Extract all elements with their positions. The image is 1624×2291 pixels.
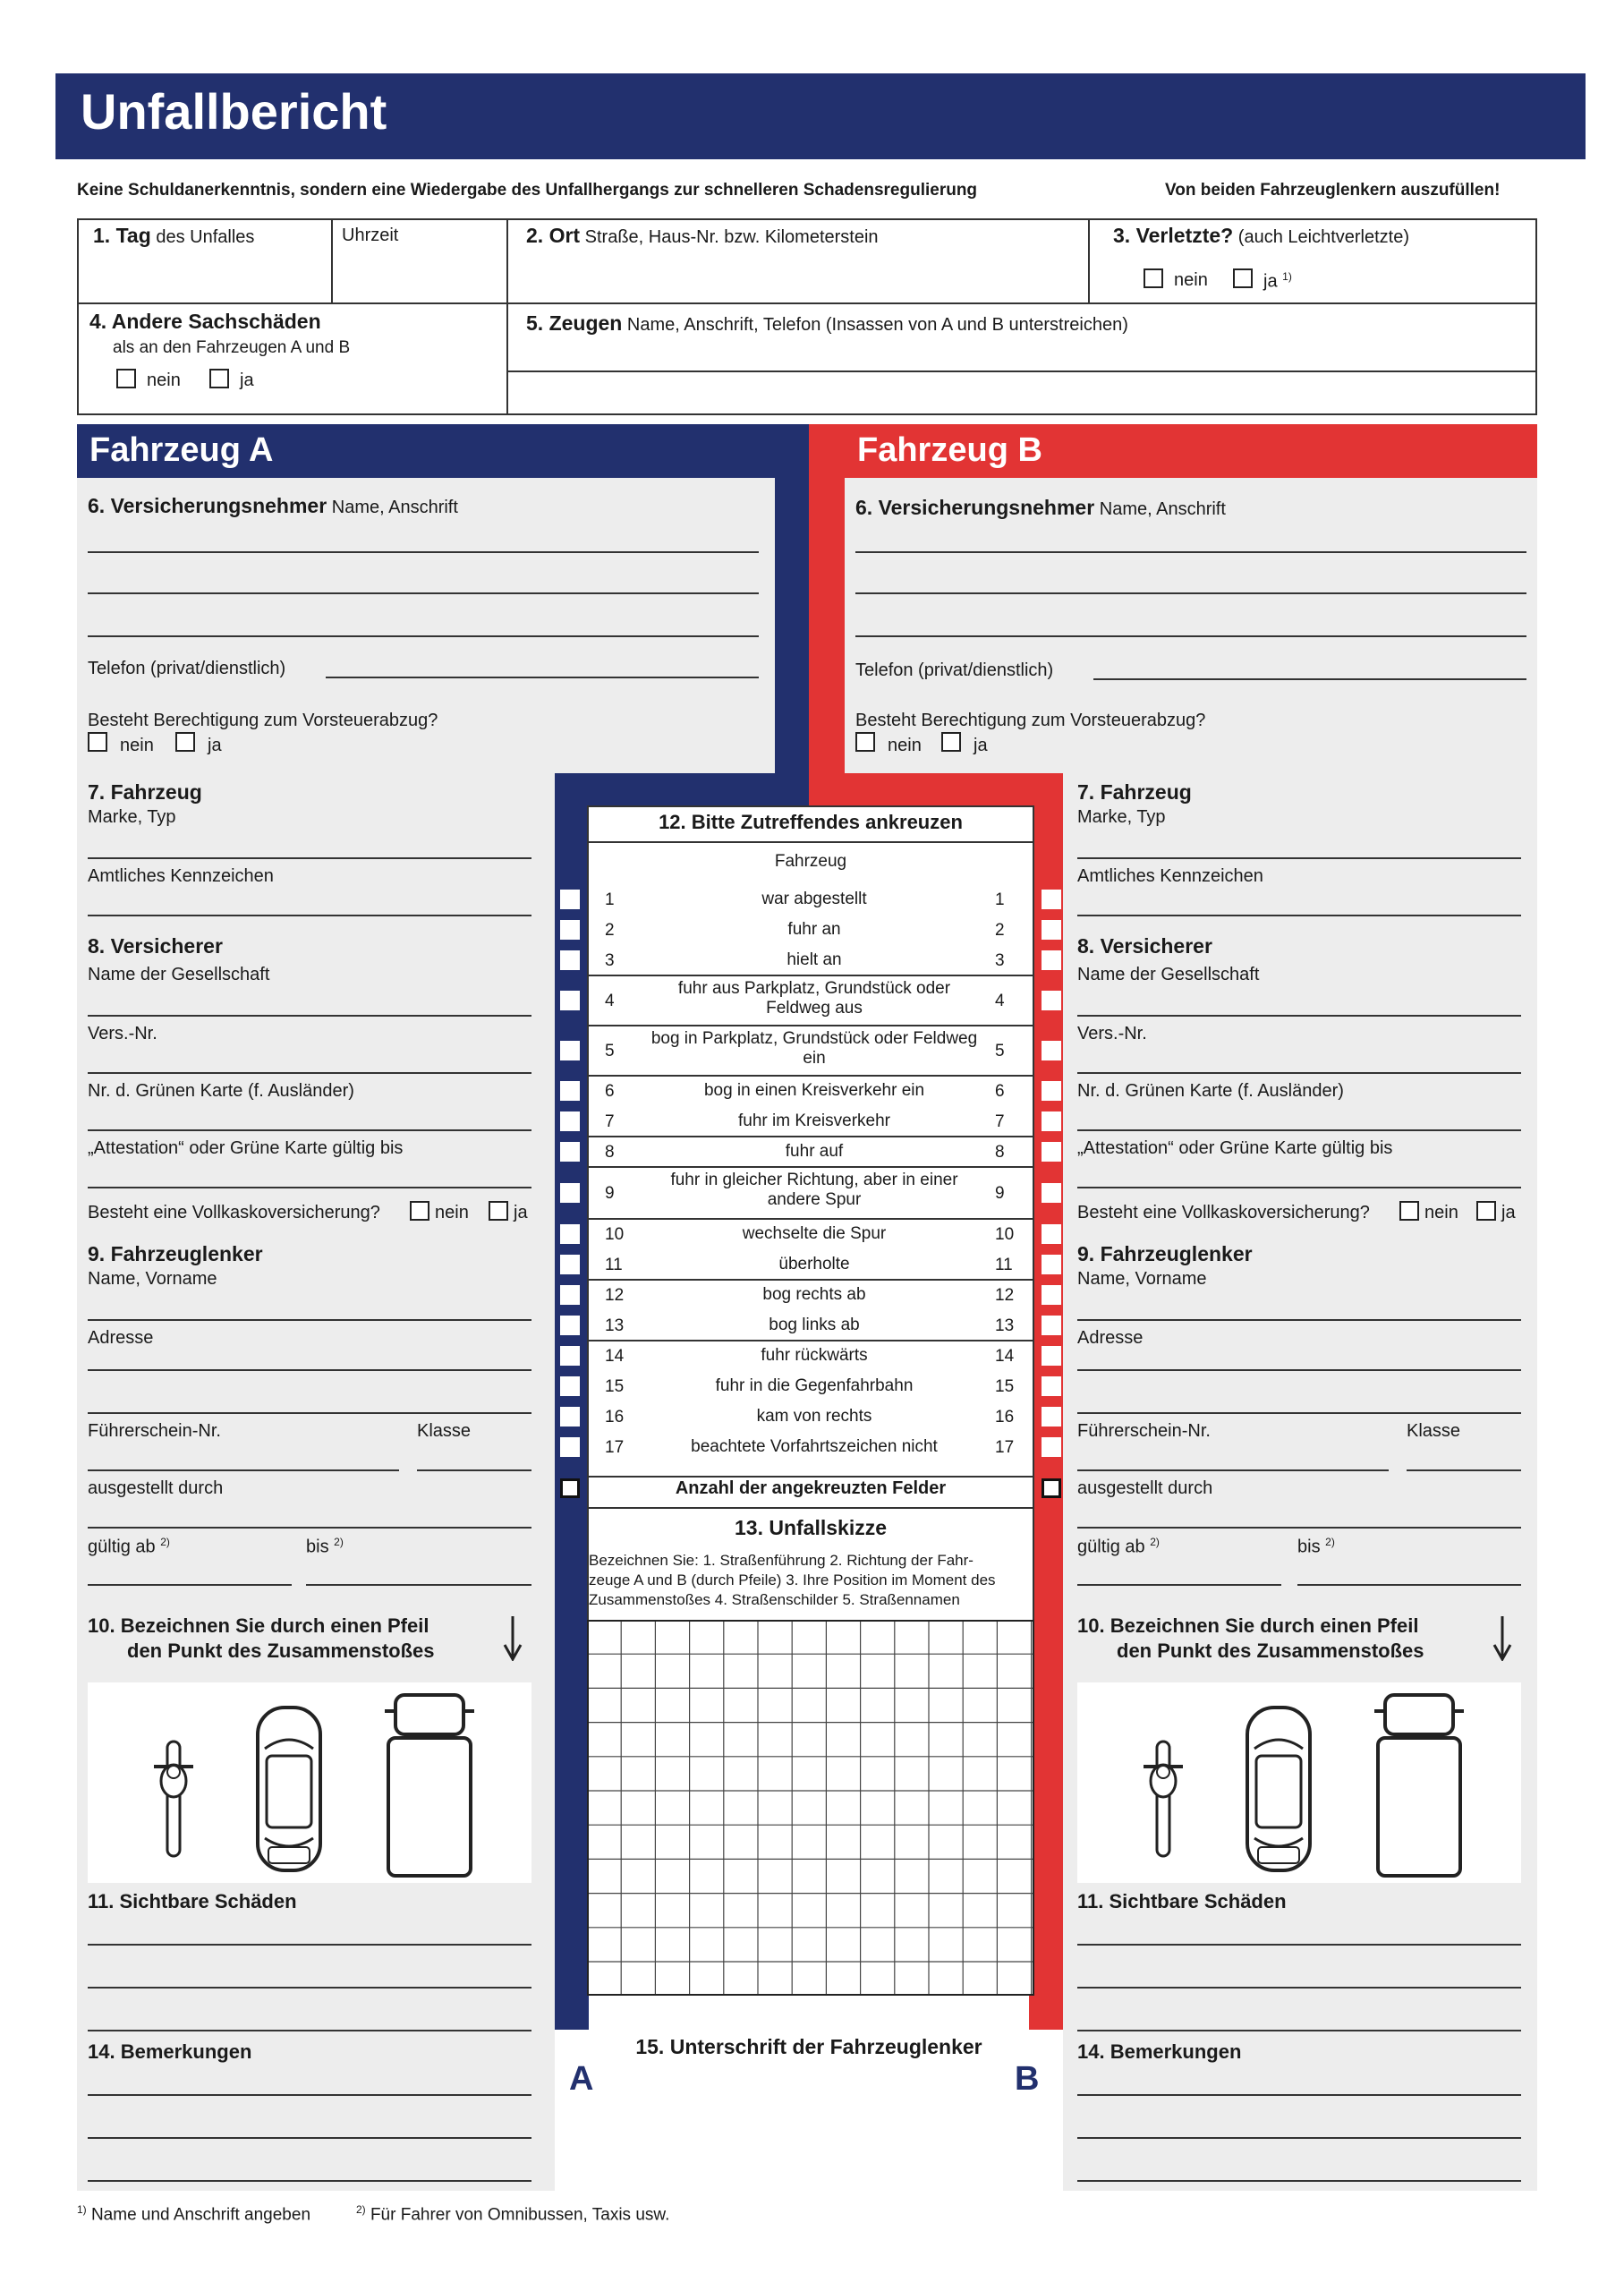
row-number-right: 11: [995, 1256, 1013, 1274]
b-address-line-2[interactable]: [1077, 1412, 1521, 1414]
a-driver-name-line[interactable]: [88, 1319, 531, 1321]
a-remarks-line-1[interactable]: [88, 2094, 531, 2096]
a-vat-no-checkbox[interactable]: [88, 732, 107, 752]
circumstance-text: beachtete Vorfahrtszeichen nicht: [691, 1437, 938, 1456]
sketch-grid[interactable]: [587, 1620, 1034, 1996]
b-circumstance-checkbox-16[interactable]: [1042, 1407, 1061, 1427]
signature-title: 15. Unterschrift der Fahrzeuglenker: [635, 2035, 982, 2058]
a-remarks-line-3[interactable]: [88, 2180, 531, 2182]
b-impact-diagram[interactable]: [1077, 1682, 1521, 1883]
a-circumstance-checkbox-1[interactable]: [560, 890, 580, 909]
a-circumstance-checkbox-7[interactable]: [560, 1111, 580, 1131]
row-number-left: 5: [605, 1042, 615, 1060]
a-make-line[interactable]: [88, 857, 531, 859]
row-number-left: 16: [605, 1408, 625, 1427]
row-number-right: 1: [995, 890, 1005, 909]
count-label: Anzahl der angekreuzten Felder: [675, 1478, 947, 1498]
truck-icon: [1373, 1691, 1466, 1879]
a-circumstance-checkbox-15[interactable]: [560, 1376, 580, 1396]
b-count-box[interactable]: [1042, 1478, 1061, 1498]
b-class-line[interactable]: [1407, 1469, 1521, 1471]
circumstance-text: wechselte die Spur: [742, 1224, 887, 1243]
b-phone-line[interactable]: [1093, 678, 1526, 680]
injured-no-checkbox[interactable]: [1144, 268, 1163, 288]
row-number-left: 3: [605, 951, 615, 970]
a-policyholder-line-2[interactable]: [88, 592, 759, 594]
row-number-left: 1: [605, 890, 615, 909]
row-number-right: 15: [995, 1377, 1015, 1396]
row-number-left: 11: [605, 1256, 623, 1274]
a-circumstance-checkbox-6[interactable]: [560, 1081, 580, 1101]
bicycle-icon: [1136, 1740, 1190, 1858]
row-number-left: 8: [605, 1143, 615, 1162]
b-remarks-line-1[interactable]: [1077, 2094, 1521, 2096]
row-number-right: 17: [995, 1438, 1015, 1457]
row-number-right: 2: [995, 921, 1005, 940]
a-valid-to-line[interactable]: [306, 1584, 531, 1586]
row-number-right: 16: [995, 1408, 1015, 1427]
a-circumstance-checkbox-11[interactable]: [560, 1255, 580, 1274]
b-circumstance-checkbox-9[interactable]: [1042, 1183, 1061, 1203]
b-license-line[interactable]: [1077, 1469, 1389, 1471]
row-separator: [587, 1075, 1034, 1077]
injured-question: 3. Verletzte? (auch Leichtverletzte): [1113, 224, 1409, 247]
injured-yes-checkbox[interactable]: [1233, 268, 1253, 288]
a-impact-diagram[interactable]: [88, 1682, 531, 1883]
a-damage-line-2[interactable]: [88, 1987, 531, 1989]
b-casco-no-checkbox[interactable]: [1399, 1201, 1419, 1221]
row-number-left: 17: [605, 1438, 625, 1457]
circumstances-title: 12. Bitte Zutreffendes ankreuzen: [659, 811, 963, 833]
car-icon: [254, 1704, 324, 1874]
a-casco-no-checkbox[interactable]: [410, 1201, 429, 1221]
circumstance-text: hielt an: [786, 950, 842, 969]
field-time[interactable]: Uhrzeit: [342, 226, 399, 245]
b-circumstance-checkbox-15[interactable]: [1042, 1376, 1061, 1396]
circumstance-text: fuhr im Kreisverkehr: [738, 1111, 890, 1130]
a-circumstance-checkbox-8[interactable]: [560, 1142, 580, 1162]
row-number-right: 12: [995, 1286, 1015, 1305]
b-circumstance-checkbox-8[interactable]: [1042, 1142, 1061, 1162]
row-number-left: 7: [605, 1112, 615, 1131]
circumstance-text: fuhr aus Parkplatz, Grundstück oder Feldweg aus: [677, 979, 951, 1018]
row-number-right: 10: [995, 1225, 1015, 1244]
row-number-left: 13: [605, 1316, 625, 1335]
b-circumstance-checkbox-17[interactable]: [1042, 1437, 1061, 1457]
row-number-left: 15: [605, 1377, 625, 1396]
subtitle-right: Von beiden Fahrzeuglenkern auszufüllen!: [1165, 181, 1501, 200]
circumstance-text: bog rechts ab: [762, 1285, 866, 1304]
b-circumstance-checkbox-3[interactable]: [1042, 950, 1061, 970]
field-witnesses[interactable]: 5. Zeugen Name, Anschrift, Telefon (Insassen von A und B unterstreichen): [526, 311, 1128, 335]
a-attest-line[interactable]: [88, 1187, 531, 1188]
a-greencard-line[interactable]: [88, 1129, 531, 1131]
row-number-right: 9: [995, 1184, 1005, 1203]
circumstance-text: fuhr an: [787, 920, 841, 939]
field-location[interactable]: 2. Ort Straße, Haus-Nr. bzw. Kilometerstein: [526, 224, 879, 247]
a-circumstance-checkbox-12[interactable]: [560, 1285, 580, 1305]
a-valid-from-line[interactable]: [88, 1584, 292, 1586]
subtitle-left: Keine Schuldanerkenntnis, sondern eine Wiedergabe des Unfallhergangs zur schnelleren Schadensregulierung: [77, 181, 978, 200]
b-circumstance-checkbox-13[interactable]: [1042, 1316, 1061, 1335]
a-circumstance-checkbox-9[interactable]: [560, 1183, 580, 1203]
signature-a-letter: A: [569, 2060, 594, 2098]
a-phone-line[interactable]: [326, 677, 759, 678]
a-count-box[interactable]: [560, 1478, 580, 1498]
a-circumstance-checkbox-5[interactable]: [560, 1041, 580, 1060]
row-number-right: 13: [995, 1316, 1015, 1335]
b-address-line-1[interactable]: [1077, 1369, 1521, 1371]
b-circumstance-checkbox-2[interactable]: [1042, 920, 1061, 940]
vehicle-b-title: Fahrzeug B: [857, 431, 1042, 469]
b-damage-line-2[interactable]: [1077, 1987, 1521, 1989]
footnote-2: $^{2)}$ Für Fahrer von Omnibussen, Taxis usw.: [356, 2203, 670, 2225]
b-policyholder-line-3[interactable]: [855, 635, 1526, 637]
a-circumstance-checkbox-17[interactable]: [560, 1437, 580, 1457]
b-circumstance-checkbox-4[interactable]: [1042, 991, 1061, 1010]
a-class-line[interactable]: [417, 1469, 531, 1471]
a-policy-line[interactable]: [88, 1072, 531, 1074]
other-damage-question: 4. Andere Sachschäden: [89, 310, 321, 333]
b-attest-line[interactable]: [1077, 1187, 1521, 1188]
arrow-down-icon: [1492, 1616, 1512, 1661]
b-policyholder-line-2[interactable]: [855, 592, 1526, 594]
a-circumstance-checkbox-13[interactable]: [560, 1316, 580, 1335]
signature-b-letter: B: [1015, 2060, 1040, 2098]
b-circumstance-checkbox-12[interactable]: [1042, 1285, 1061, 1305]
a-circumstance-checkbox-2[interactable]: [560, 920, 580, 940]
b-remarks-line-2[interactable]: [1077, 2137, 1521, 2139]
row-number-left: 12: [605, 1286, 625, 1305]
a-circumstance-checkbox-14[interactable]: [560, 1346, 580, 1366]
a-circumstance-checkbox-4[interactable]: [560, 991, 580, 1010]
b-policyholder-line-1[interactable]: [855, 551, 1526, 553]
circumstance-text: bog links ab: [769, 1316, 860, 1334]
row-number-left: 9: [605, 1184, 615, 1203]
a-license-line[interactable]: [88, 1469, 399, 1471]
sketch-title: 13. Unfallskizze: [734, 1516, 888, 1539]
a-vat-yes-checkbox[interactable]: [175, 732, 195, 752]
a-issued-line[interactable]: [88, 1527, 531, 1529]
form-title: Unfallbericht: [81, 83, 387, 140]
row-separator: [587, 1340, 1034, 1341]
b-circumstance-checkbox-1[interactable]: [1042, 890, 1061, 909]
b-circumstance-checkbox-11[interactable]: [1042, 1255, 1061, 1274]
row-separator: [587, 1476, 1034, 1478]
field-date[interactable]: 1. Tag des Unfalles: [93, 224, 255, 247]
b-driver-name-line[interactable]: [1077, 1319, 1521, 1321]
row-number-left: 4: [605, 992, 615, 1010]
b-circumstance-checkbox-10[interactable]: [1042, 1224, 1061, 1244]
row-number-right: 14: [995, 1347, 1015, 1366]
circumstance-text: fuhr in die Gegenfahrbahn: [715, 1376, 914, 1395]
truck-icon: [383, 1691, 476, 1879]
circumstance-text: fuhr auf: [785, 1142, 844, 1161]
row-separator: [587, 1136, 1034, 1137]
row-number-right: 4: [995, 992, 1005, 1010]
b-circumstance-checkbox-7[interactable]: [1042, 1111, 1061, 1131]
b-vat-no-checkbox[interactable]: [855, 732, 875, 752]
row-separator: [587, 1166, 1034, 1168]
b-vat-yes-checkbox[interactable]: [941, 732, 961, 752]
b-company-line[interactable]: [1077, 1015, 1521, 1017]
header-bar: [55, 73, 1586, 159]
a-policyholder-line-1[interactable]: [88, 551, 759, 553]
row-separator: [587, 975, 1034, 976]
row-number-left: 14: [605, 1347, 625, 1366]
row-number-right: 8: [995, 1143, 1005, 1162]
car-icon: [1244, 1704, 1314, 1874]
a-casco-yes-checkbox[interactable]: [489, 1201, 508, 1221]
footnote-1: $^{1)}$ Name und Anschrift angeben: [77, 2203, 311, 2225]
b-casco-yes-checkbox[interactable]: [1476, 1201, 1496, 1221]
b-circumstance-checkbox-14[interactable]: [1042, 1346, 1061, 1366]
a-damage-line-1[interactable]: [88, 1944, 531, 1946]
row-number-right: 5: [995, 1042, 1005, 1060]
row-number-right: 7: [995, 1112, 1005, 1131]
b-greencard-line[interactable]: [1077, 1129, 1521, 1131]
bicycle-icon: [147, 1740, 200, 1858]
b-circumstance-checkbox-6[interactable]: [1042, 1081, 1061, 1101]
a-policyholder-label: 6. Versicherungsnehmer Name, Anschrift: [88, 494, 458, 517]
b-circumstance-checkbox-5[interactable]: [1042, 1041, 1061, 1060]
arrow-down-icon: [503, 1616, 523, 1661]
row-number-right: 6: [995, 1082, 1005, 1101]
other-damage-no-checkbox[interactable]: [116, 369, 136, 388]
a-circumstance-checkbox-16[interactable]: [560, 1407, 580, 1427]
circumstance-text: fuhr rückwärts: [761, 1346, 868, 1365]
other-damage-yes-checkbox[interactable]: [209, 369, 229, 388]
a-address-line-2[interactable]: [88, 1412, 531, 1414]
b-valid-to-line[interactable]: [1297, 1584, 1521, 1586]
a-policyholder-line-3[interactable]: [88, 635, 759, 637]
row-separator: [587, 1025, 1034, 1026]
a-damage-line-3[interactable]: [88, 2030, 531, 2031]
a-company-line[interactable]: [88, 1015, 531, 1017]
row-number-right: 3: [995, 951, 1005, 970]
row-separator: [587, 1279, 1034, 1281]
b-remarks-line-3[interactable]: [1077, 2180, 1521, 2182]
a-circumstance-checkbox-3[interactable]: [560, 950, 580, 970]
b-issued-line[interactable]: [1077, 1527, 1521, 1529]
circumstance-text: kam von rechts: [756, 1407, 872, 1426]
b-valid-from-line[interactable]: [1077, 1584, 1281, 1586]
circumstance-text: fuhr in gleicher Richtung, aber in einer andere Spur: [670, 1171, 958, 1209]
row-number-left: 10: [605, 1225, 625, 1244]
a-remarks-line-2[interactable]: [88, 2137, 531, 2139]
a-plate-line[interactable]: [88, 915, 531, 916]
a-circumstance-checkbox-10[interactable]: [560, 1224, 580, 1244]
circumstance-text: überholte: [778, 1255, 850, 1273]
b-damage-line-3[interactable]: [1077, 2030, 1521, 2031]
b-plate-line[interactable]: [1077, 915, 1521, 916]
b-damage-line-1[interactable]: [1077, 1944, 1521, 1946]
b-make-line[interactable]: [1077, 857, 1521, 859]
b-policy-line[interactable]: [1077, 1072, 1521, 1074]
b-policyholder-label: 6. Versicherungsnehmer Name, Anschrift: [855, 496, 1226, 519]
row-number-left: 2: [605, 921, 615, 940]
circumstance-text: bog in einen Kreisverkehr ein: [703, 1081, 925, 1100]
circumstance-text: war abgestellt: [761, 890, 867, 908]
row-number-left: 6: [605, 1082, 615, 1101]
vehicle-a-title: Fahrzeug A: [89, 431, 274, 469]
a-address-line-1[interactable]: [88, 1369, 531, 1371]
circumstance-text: bog in Parkplatz, Grundstück oder Feldweg ein: [650, 1029, 978, 1068]
row-separator: [587, 1218, 1034, 1220]
